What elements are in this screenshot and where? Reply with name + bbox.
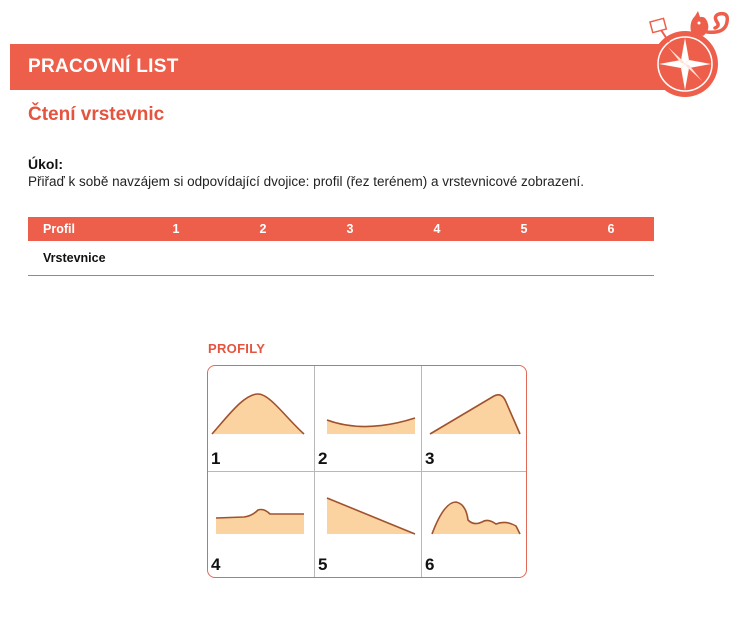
answer-cell-2[interactable] <box>233 241 293 275</box>
answer-cell-3[interactable] <box>320 241 380 275</box>
profiles-label: PROFILY <box>208 341 266 356</box>
profile-4 <box>208 472 314 577</box>
profile-1 <box>208 366 314 471</box>
column-header-3: 3 <box>346 222 354 236</box>
profile-number: 5 <box>318 555 328 574</box>
profile-2 <box>315 366 421 471</box>
table-header-row <box>28 217 654 241</box>
task-text: Přiřaď k sobě navzájem si odpovídající dvojice: profil (řez terénem) a vrstevnicové zobrazení. <box>28 174 585 189</box>
table-header-label: Profil <box>43 222 75 236</box>
profile-3 <box>422 366 527 471</box>
compass-squirrel-logo <box>645 8 737 100</box>
profile-number: 4 <box>211 555 221 574</box>
profile-6 <box>422 472 527 577</box>
column-header-1: 1 <box>172 222 180 236</box>
answer-cell-1[interactable] <box>146 241 206 275</box>
column-header-6: 6 <box>607 222 615 236</box>
row-label: Vrstevnice <box>43 251 106 265</box>
column-header-4: 4 <box>433 222 441 236</box>
task-label: Úkol: <box>28 156 63 172</box>
matching-table <box>28 217 654 276</box>
profile-number: 6 <box>425 555 435 574</box>
subtitle: Čtení vrstevnic <box>28 104 165 125</box>
answer-cell-4[interactable] <box>407 241 467 275</box>
answer-cell-6[interactable] <box>581 241 641 275</box>
column-header-2: 2 <box>259 222 267 236</box>
profile-5 <box>315 472 421 577</box>
profile-number: 2 <box>318 449 328 468</box>
table-row <box>28 241 654 276</box>
header-banner <box>10 44 672 90</box>
profiles-grid <box>207 365 527 578</box>
profile-number: 3 <box>425 449 435 468</box>
answer-cell-5[interactable] <box>494 241 554 275</box>
page-title: PRACOVNÍ LIST <box>28 56 179 77</box>
profile-number: 1 <box>211 449 221 468</box>
column-header-5: 5 <box>520 222 528 236</box>
